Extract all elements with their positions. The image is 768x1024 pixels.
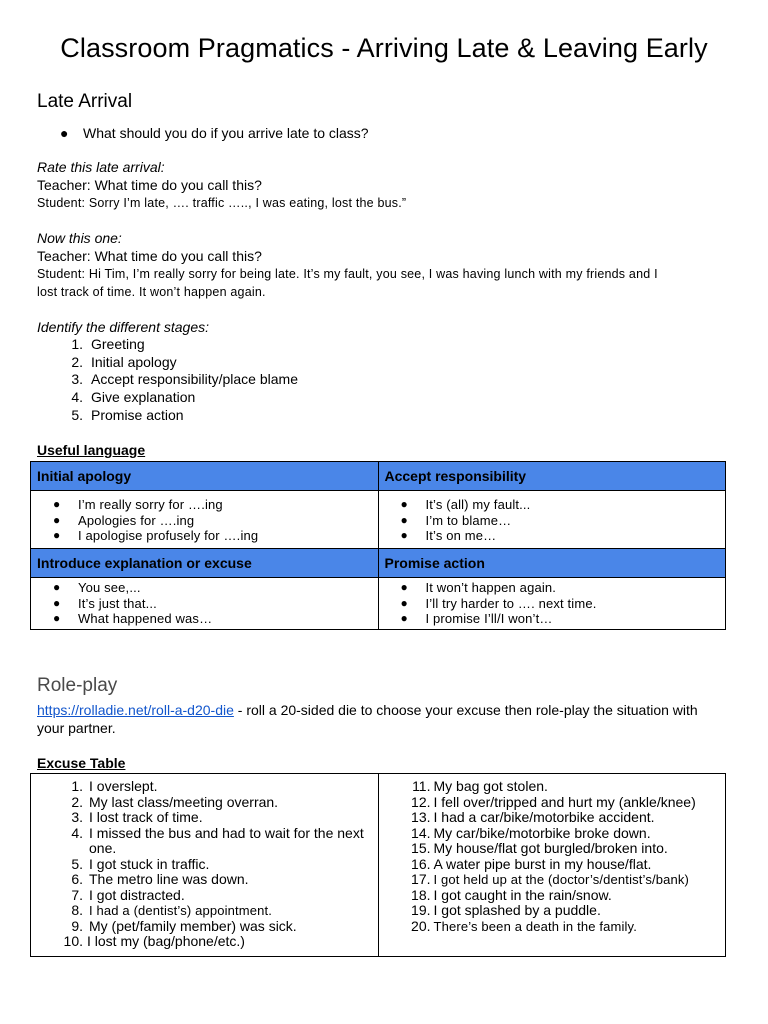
bullet-icon: ● bbox=[400, 512, 408, 527]
list-item: 3. Accept responsibility/place blame bbox=[71, 371, 298, 388]
list-item: ● What happened was… bbox=[53, 611, 213, 626]
question-bullet bbox=[60, 124, 369, 142]
rolladie-link[interactable]: https://rolladie.net/roll-a-d20-die bbox=[37, 702, 234, 718]
useful-language-heading: Useful language bbox=[37, 442, 146, 458]
list-item: 2. Initial apology bbox=[71, 353, 177, 370]
list-item: ● It’s on me… bbox=[400, 528, 497, 543]
list-item: 15. My house/flat got burgled/broken into. bbox=[411, 840, 668, 856]
accept-responsibility-cell bbox=[378, 491, 726, 549]
list-item: 14. My car/bike/motorbike broke down. bbox=[411, 824, 651, 841]
bullet-icon: ● bbox=[400, 528, 408, 542]
role-play-text: - roll a 20-sided die to choose your excuse then role-play the situation with bbox=[233, 702, 698, 718]
student-line-2a: Student: Hi Tim, I’m really sorry for being late. It’s my fault, you see, I was having lunch with my friends and I bbox=[37, 267, 658, 281]
accept-responsibility-header: Accept responsibility bbox=[378, 462, 726, 491]
list-item: 17. I got held up at the (doctor’s/dentist’s/bank) bbox=[411, 871, 689, 887]
list-item: 3. I lost track of time. bbox=[71, 809, 203, 825]
bullet-icon: ● bbox=[53, 595, 61, 610]
list-item: 2. My last class/meeting overran. bbox=[71, 793, 279, 810]
list-item: 8. I had a (dentist’s) appointment. bbox=[71, 902, 273, 918]
list-item: ● You see,... bbox=[53, 580, 141, 595]
excuse-table-heading: Excuse Table bbox=[37, 755, 126, 771]
list-item: one. bbox=[89, 840, 117, 856]
role-play-text-2: your partner. bbox=[37, 720, 116, 736]
list-item: ● I promise I’ll/I won’t… bbox=[400, 611, 553, 626]
promise-action-cell bbox=[378, 578, 726, 630]
late-arrival-heading: Late Arrival bbox=[37, 91, 133, 112]
list-item: 20. There’s been a death in the family. bbox=[411, 917, 637, 934]
list-item: 6. The metro line was down. bbox=[71, 871, 249, 887]
list-item: 5. I got stuck in traffic. bbox=[71, 855, 210, 872]
now-label: Now this one: bbox=[37, 230, 122, 246]
list-item: ● I apologise profusely for ….ing bbox=[53, 528, 259, 543]
list-item: 9. My (pet/family member) was sick. bbox=[71, 917, 297, 934]
list-item: 16. A water pipe burst in my house/flat. bbox=[411, 855, 652, 872]
list-item: 4. I missed the bus and had to wait for the next bbox=[71, 824, 364, 841]
teacher-line-2: Teacher: What time do you call this? bbox=[37, 248, 262, 264]
list-item: 5. Promise action bbox=[71, 406, 184, 423]
introduce-explanation-header: Introduce explanation or excuse bbox=[31, 549, 379, 578]
student-line-1: Student: Sorry I’m late, …. traffic ….., I was eating, lost the bus.” bbox=[37, 196, 407, 210]
question-text: What should you do if you arrive late to class? bbox=[83, 125, 369, 141]
bullet-icon: ● bbox=[53, 580, 61, 594]
excuse-table bbox=[30, 773, 726, 957]
list-item: ● I’ll try harder to …. next time. bbox=[400, 595, 597, 611]
teacher-line-1: Teacher: What time do you call this? bbox=[37, 177, 262, 193]
list-item: 10. I lost my (bag/phone/etc.) bbox=[63, 933, 245, 949]
identify-label: Identify the different stages: bbox=[37, 319, 209, 335]
bullet-icon: ● bbox=[400, 497, 408, 511]
rate-label: Rate this late arrival: bbox=[37, 159, 165, 175]
list-item: ● It’s just that... bbox=[53, 595, 157, 611]
list-item: 1. I overslept. bbox=[71, 778, 158, 794]
initial-apology-cell bbox=[31, 491, 379, 549]
bullet-icon: ● bbox=[53, 528, 61, 542]
introduce-explanation-cell bbox=[31, 578, 379, 630]
promise-action-header: Promise action bbox=[378, 549, 726, 578]
bullet-icon: ● bbox=[53, 611, 61, 625]
student-line-2b: lost track of time. It won’t happen again. bbox=[37, 285, 266, 299]
list-item: 18. I got caught in the rain/snow. bbox=[411, 886, 612, 903]
bullet-icon: ● bbox=[53, 497, 61, 511]
useful-language-table bbox=[30, 461, 726, 630]
bullet-icon: ● bbox=[60, 125, 69, 141]
list-item: 19. I got splashed by a puddle. bbox=[411, 902, 601, 918]
excuse-column-right bbox=[378, 774, 726, 957]
role-play-heading: Role-play bbox=[37, 675, 118, 696]
role-play-paragraph bbox=[37, 701, 737, 737]
list-item: 13. I had a car/bike/motorbike accident. bbox=[411, 809, 655, 825]
excuse-column-left bbox=[31, 774, 379, 957]
list-item: ● I’m to blame… bbox=[400, 512, 512, 528]
initial-apology-header: Initial apology bbox=[31, 462, 379, 491]
bullet-icon: ● bbox=[400, 611, 408, 625]
list-item: 4. Give explanation bbox=[71, 389, 196, 406]
list-item: 12. I fell over/tripped and hurt my (ankle/knee) bbox=[411, 793, 696, 810]
list-item: ● It won’t happen again. bbox=[400, 580, 557, 595]
stages-list bbox=[37, 336, 298, 425]
bullet-icon: ● bbox=[400, 595, 408, 610]
list-item: 1. Greeting bbox=[71, 336, 145, 352]
list-item: 7. I got distracted. bbox=[71, 886, 185, 903]
page-title: Classroom Pragmatics - Arriving Late & Leaving Early bbox=[60, 33, 708, 63]
list-item: 11. My bag got stolen. bbox=[412, 778, 548, 794]
bullet-icon: ● bbox=[400, 580, 408, 594]
list-item: ● Apologies for ….ing bbox=[53, 512, 195, 528]
list-item: ● It’s (all) my fault... bbox=[400, 497, 531, 512]
list-item: ● I’m really sorry for ….ing bbox=[53, 497, 223, 512]
bullet-icon: ● bbox=[53, 512, 61, 527]
